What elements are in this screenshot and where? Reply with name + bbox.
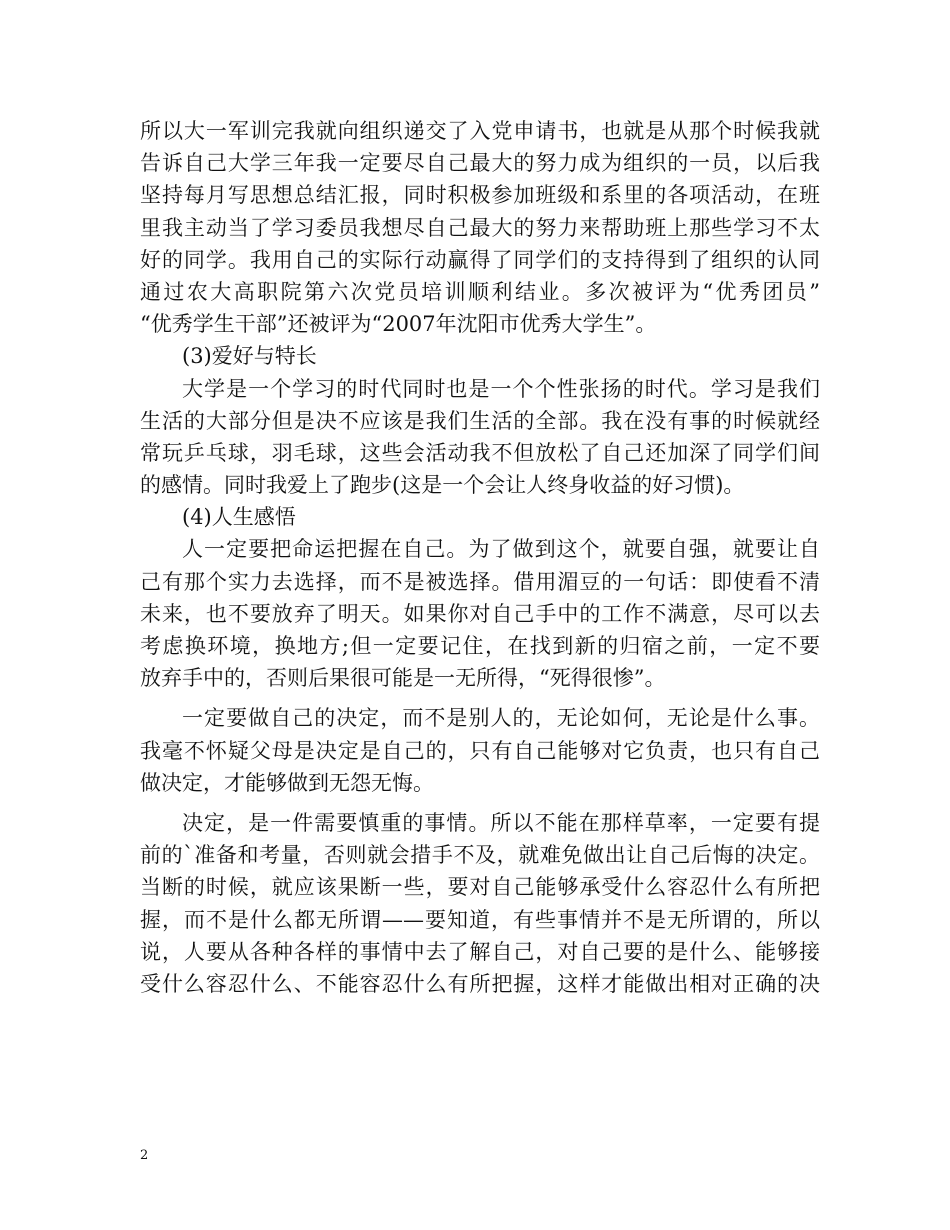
text-line: 己有那个实力去选择，而不是被选择。借用湄豆的一句话：即使看不清 — [140, 569, 820, 594]
section-heading: (3)爱好与特长 — [182, 344, 317, 369]
text-line: 决定，是一件需要慎重的事情。所以不能在那样草率，一定要有提 — [182, 810, 820, 835]
text-line: 里我主动当了学习委员我想尽自己最大的努力来帮助班上那些学习不太 — [140, 215, 820, 240]
text-line: 未来，也不要放弃了明天。如果你对自己手中的工作不满意，尽可以去 — [140, 601, 820, 626]
section-heading: (4)人生感悟 — [182, 505, 296, 530]
text-line: 我毫不怀疑父母是决定是自己的，只有自己能够对它负责，也只有自己 — [140, 738, 820, 763]
text-line: 大学是一个学习的时代同时也是一个个性张扬的时代。学习是我们 — [182, 376, 820, 401]
text-line: 的感情。同时我爱上了跑步(这是一个会让人终身收益的好习惯)。 — [140, 473, 745, 498]
text-line: 受什么容忍什么、不能容忍什么有所把握，这样才能做出相对正确的决 — [140, 971, 820, 996]
text-line: 说，人要从各种各样的事情中去了解自己，对自己要的是什么、能够接 — [140, 939, 820, 964]
text-line: 人一定要把命运把握在自己。为了做到这个，就要自强，就要让自 — [182, 537, 820, 562]
text-line: 告诉自己大学三年我一定要尽自己最大的努力成为组织的一员，以后我 — [140, 151, 820, 176]
text-line: 一定要做自己的决定，而不是别人的，无论如何，无论是什么事。 — [182, 706, 820, 731]
text-line: 常玩乒乓球，羽毛球，这些会活动我不但放松了自己还加深了同学们间 — [140, 440, 820, 465]
page-number: 2 — [140, 1148, 149, 1163]
paragraph-gap — [140, 799, 820, 807]
paragraph-gap — [140, 694, 820, 702]
text-line: 坚持每月写思想总结汇报，同时积极参加班级和系里的各项活动，在班 — [140, 183, 820, 208]
text-line: 考虑换环境，换地方;但一定要记住，在找到新的归宿之前，一定不要 — [140, 634, 820, 658]
text-line: 握，而不是什么都无所谓——要知道，有些事情并不是无所谓的，所以 — [140, 907, 820, 932]
body-text — [140, 115, 820, 1000]
text-line: 生活的大部分但是决不应该是我们生活的全部。我在没有事的时候就经 — [140, 408, 820, 433]
text-line: 好的同学。我用自己的实际行动赢得了同学们的支持得到了组织的认同 — [140, 247, 820, 272]
text-line: “优秀学生干部”还被评为“2007年沈阳市优秀大学生”。 — [140, 312, 657, 337]
text-line: 当断的时候，就应该果断一些，要对自己能够承受什么容忍什么有所把 — [140, 875, 820, 900]
text-line: 通过农大高职院第六次党员培训顺利结业。多次被评为“优秀团员” — [140, 279, 820, 304]
text-line: 所以大一军训完我就向组织递交了入党申请书，也就是从那个时候我就 — [140, 119, 820, 143]
text-line: 放弃手中的，否则后果很可能是一无所得，“死得很惨”。 — [140, 666, 666, 691]
text-line: 前的`准备和考量，否则就会措手不及，就难免做出让自己后悔的决定。 — [140, 843, 820, 868]
text-line: 做决定，才能够做到无怨无悔。 — [140, 770, 434, 795]
